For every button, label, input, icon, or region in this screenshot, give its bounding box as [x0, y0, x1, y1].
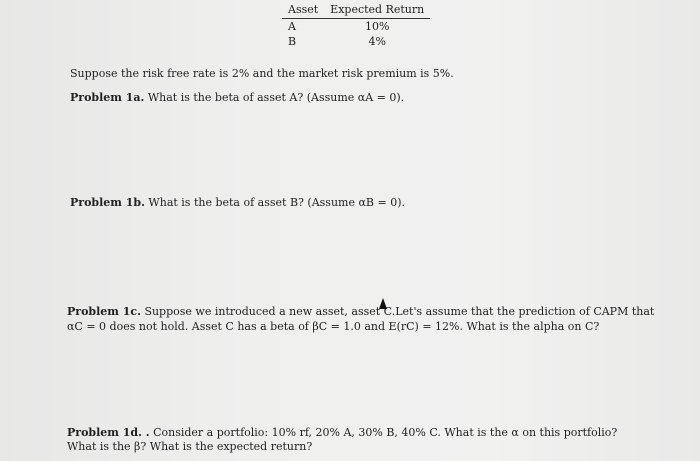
problem-1a-text: What is the beta of asset A? (Assume αA = 0). — [147, 91, 405, 104]
problem-1b-label: Problem 1b. — [70, 196, 145, 209]
return-cell: 4% — [368, 35, 386, 48]
problem-1d-line1 — [67, 426, 617, 439]
problem-1b — [70, 196, 405, 209]
problem-1b-text: What is the beta of asset B? (Assume αB = 0). — [148, 196, 405, 209]
problem-1a-label: Problem 1a. — [70, 91, 145, 104]
problem-1d-line2: What is the β? What is the expected return? — [67, 440, 313, 453]
table-header-row — [282, 3, 430, 19]
problem-1c-line1 — [67, 305, 654, 318]
column-header-expected-return: Expected Return — [324, 3, 430, 19]
problem-1c-line2: αC = 0 does not hold. Asset C has a beta of βC = 1.0 and E(rC) = 12%. What is the alpha on C? — [67, 320, 600, 333]
problem-1d-text-1: Consider a portfolio: 10% rf, 20% A, 30% B, 40% C. What is the α on this portfolio? — [153, 426, 618, 439]
asset-cell: B — [288, 35, 297, 48]
column-header-asset: Asset — [282, 3, 324, 19]
return-cell: 10% — [364, 20, 390, 33]
problem-1d-label: Problem 1d. . — [67, 426, 150, 439]
table-row — [282, 34, 430, 49]
problem-1a — [70, 91, 404, 104]
table-row — [282, 19, 430, 35]
asset-returns-table — [282, 3, 430, 49]
mouse-cursor-icon — [379, 298, 387, 309]
intro-text: Suppose the risk free rate is 2% and the market risk premium is 5%. — [70, 67, 454, 80]
asset-cell: A — [288, 20, 296, 33]
problem-1c-text-1: Suppose we introduced a new asset, asset C.Let's assume that the prediction of CAPM that — [144, 305, 655, 318]
problem-1c-label: Problem 1c. — [67, 305, 141, 318]
